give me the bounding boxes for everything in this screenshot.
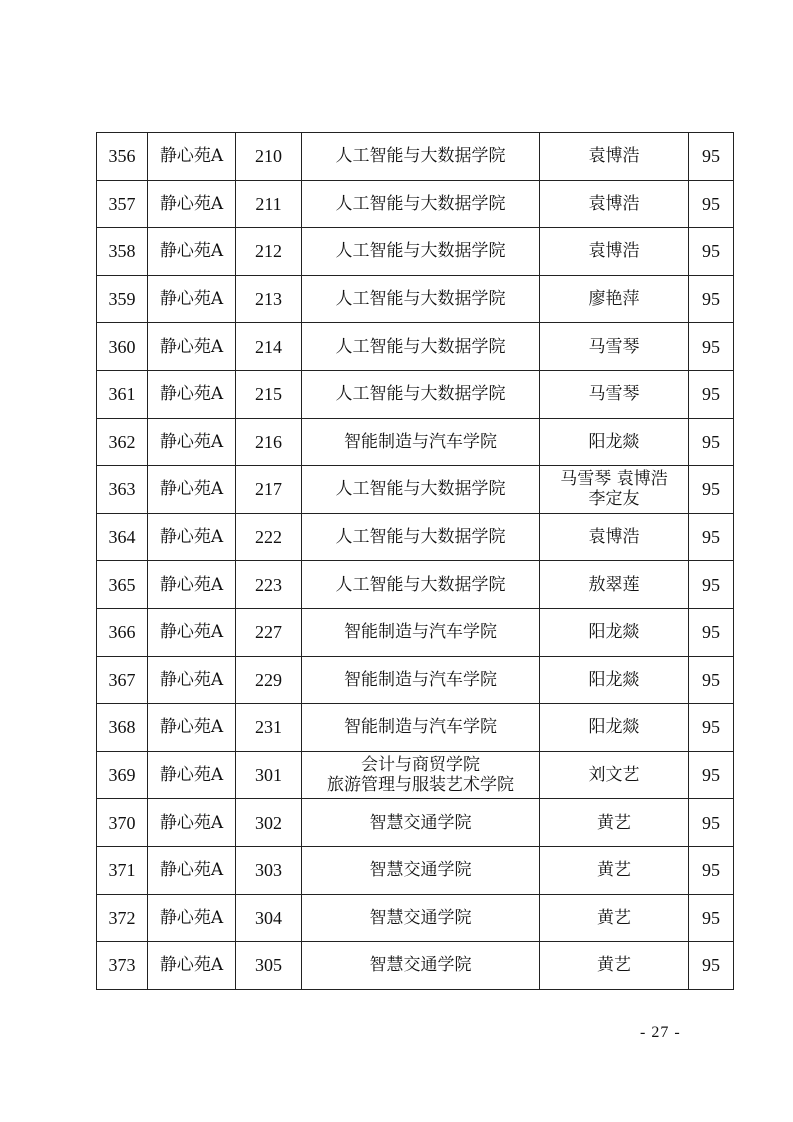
table-row bbox=[97, 418, 734, 466]
cell-college bbox=[302, 466, 540, 514]
cell-building-text: 静心苑A bbox=[159, 431, 224, 452]
cell-room bbox=[236, 942, 302, 990]
cell-building bbox=[148, 751, 236, 799]
cell-score bbox=[689, 846, 734, 894]
cell-person-text: 黄艺 bbox=[597, 907, 631, 928]
cell-college bbox=[302, 942, 540, 990]
cell-score bbox=[689, 656, 734, 704]
cell-room-text: 302 bbox=[255, 812, 282, 833]
cell-room-text: 227 bbox=[255, 622, 282, 643]
cell-college-text: 人工智能与大数据学院 bbox=[335, 384, 506, 405]
cell-college bbox=[302, 704, 540, 752]
cell-person-text: 黄艺 bbox=[597, 812, 631, 833]
cell-person bbox=[540, 751, 689, 799]
cell-building bbox=[148, 370, 236, 418]
cell-room bbox=[236, 608, 302, 656]
cell-score bbox=[689, 608, 734, 656]
cell-room bbox=[236, 228, 302, 276]
cell-college bbox=[302, 751, 540, 799]
cell-building-text: 静心苑A bbox=[159, 289, 224, 310]
cell-college bbox=[302, 799, 540, 847]
cell-person bbox=[540, 275, 689, 323]
cell-room bbox=[236, 894, 302, 942]
cell-person bbox=[540, 894, 689, 942]
cell-building bbox=[148, 228, 236, 276]
cell-number bbox=[97, 180, 148, 228]
table-row bbox=[97, 180, 734, 228]
table-row bbox=[97, 370, 734, 418]
cell-college bbox=[302, 323, 540, 371]
cell-building-text: 静心苑A bbox=[159, 336, 224, 357]
cell-college bbox=[302, 228, 540, 276]
cell-number bbox=[97, 370, 148, 418]
cell-room-text: 231 bbox=[255, 717, 282, 738]
cell-score-text: 95 bbox=[702, 431, 720, 452]
cell-number-text: 368 bbox=[108, 717, 136, 738]
cell-room bbox=[236, 180, 302, 228]
cell-room bbox=[236, 370, 302, 418]
cell-college-text: 人工智能与大数据学院 bbox=[335, 479, 506, 500]
cell-person-text: 袁博浩 bbox=[588, 146, 640, 167]
cell-building-text: 静心苑A bbox=[159, 146, 224, 167]
cell-person bbox=[540, 561, 689, 609]
cell-number bbox=[97, 656, 148, 704]
cell-building bbox=[148, 656, 236, 704]
cell-college bbox=[302, 133, 540, 181]
cell-college-text: 会计与商贸学院 bbox=[361, 755, 480, 776]
cell-college-text: 智能制造与汽车学院 bbox=[344, 431, 497, 452]
cell-number bbox=[97, 323, 148, 371]
table-row bbox=[97, 133, 734, 181]
cell-college-text: 人工智能与大数据学院 bbox=[335, 146, 506, 167]
table-row bbox=[97, 656, 734, 704]
cell-score-text: 95 bbox=[702, 765, 720, 786]
cell-room bbox=[236, 418, 302, 466]
cell-person-text: 黄艺 bbox=[597, 860, 631, 881]
dormitory-score-table-container bbox=[96, 132, 734, 990]
cell-score-text: 95 bbox=[702, 336, 720, 357]
table-row bbox=[97, 846, 734, 894]
cell-number-text: 360 bbox=[108, 336, 136, 357]
cell-number bbox=[97, 894, 148, 942]
cell-building bbox=[148, 180, 236, 228]
cell-room bbox=[236, 513, 302, 561]
table-row bbox=[97, 228, 734, 276]
cell-building bbox=[148, 323, 236, 371]
cell-room bbox=[236, 323, 302, 371]
cell-score bbox=[689, 418, 734, 466]
cell-building bbox=[148, 466, 236, 514]
cell-number bbox=[97, 561, 148, 609]
cell-score-text: 95 bbox=[702, 527, 720, 548]
cell-score-text: 95 bbox=[702, 622, 720, 643]
cell-building-text: 静心苑A bbox=[159, 574, 224, 595]
cell-score-text: 95 bbox=[702, 384, 720, 405]
cell-college-text: 人工智能与大数据学院 bbox=[335, 527, 506, 548]
cell-person-text: 阳龙燚 bbox=[588, 431, 640, 452]
cell-person-text: 廖艳萍 bbox=[588, 289, 640, 310]
cell-college-text-line2: 旅游管理与服装艺术学院 bbox=[327, 775, 514, 796]
cell-room-text: 215 bbox=[255, 384, 282, 405]
cell-room-text: 301 bbox=[255, 765, 282, 786]
cell-score bbox=[689, 751, 734, 799]
table-row bbox=[97, 323, 734, 371]
cell-college bbox=[302, 656, 540, 704]
cell-score bbox=[689, 275, 734, 323]
cell-person bbox=[540, 846, 689, 894]
cell-building bbox=[148, 275, 236, 323]
cell-person-text: 马雪琴 袁博浩 bbox=[560, 469, 668, 490]
cell-person bbox=[540, 418, 689, 466]
cell-room bbox=[236, 275, 302, 323]
cell-number bbox=[97, 942, 148, 990]
cell-number-text: 362 bbox=[108, 431, 136, 452]
cell-room bbox=[236, 704, 302, 752]
cell-room-text: 222 bbox=[255, 527, 282, 548]
cell-score bbox=[689, 180, 734, 228]
cell-building-text: 静心苑A bbox=[159, 765, 224, 786]
cell-person-text-line2: 李定友 bbox=[588, 489, 640, 510]
cell-room-text: 216 bbox=[255, 431, 282, 452]
cell-score bbox=[689, 466, 734, 514]
cell-person-text: 马雪琴 bbox=[588, 336, 640, 357]
cell-room bbox=[236, 656, 302, 704]
cell-building bbox=[148, 704, 236, 752]
cell-room-text: 304 bbox=[255, 907, 282, 928]
cell-person-text: 阳龙燚 bbox=[588, 669, 640, 690]
table-row bbox=[97, 608, 734, 656]
cell-building-text: 静心苑A bbox=[159, 669, 224, 690]
cell-score bbox=[689, 323, 734, 371]
cell-person-text: 刘文艺 bbox=[588, 765, 640, 786]
cell-number-text: 358 bbox=[108, 241, 136, 262]
cell-room-text: 229 bbox=[255, 669, 282, 690]
cell-person bbox=[540, 704, 689, 752]
cell-person bbox=[540, 656, 689, 704]
cell-number-text: 373 bbox=[108, 955, 136, 976]
cell-number-text: 361 bbox=[108, 384, 136, 405]
cell-person-text: 袁博浩 bbox=[588, 241, 640, 262]
cell-person bbox=[540, 608, 689, 656]
table-row bbox=[97, 751, 734, 799]
cell-score-text: 95 bbox=[702, 289, 720, 310]
cell-college bbox=[302, 513, 540, 561]
cell-number-text: 371 bbox=[108, 860, 136, 881]
cell-number-text: 357 bbox=[108, 193, 136, 214]
cell-number-text: 372 bbox=[108, 907, 136, 928]
cell-score bbox=[689, 894, 734, 942]
cell-college bbox=[302, 418, 540, 466]
cell-room-text: 217 bbox=[255, 479, 282, 500]
cell-number bbox=[97, 418, 148, 466]
cell-person bbox=[540, 133, 689, 181]
cell-building-text: 静心苑A bbox=[159, 527, 224, 548]
cell-score-text: 95 bbox=[702, 193, 720, 214]
cell-room bbox=[236, 751, 302, 799]
cell-college bbox=[302, 370, 540, 418]
cell-room bbox=[236, 799, 302, 847]
cell-person-text: 阳龙燚 bbox=[588, 717, 640, 738]
cell-college bbox=[302, 275, 540, 323]
cell-person-text: 敖翠莲 bbox=[588, 574, 640, 595]
table-body bbox=[97, 133, 734, 990]
cell-building-text: 静心苑A bbox=[159, 717, 224, 738]
cell-college-text: 智能制造与汽车学院 bbox=[344, 622, 497, 643]
cell-score bbox=[689, 133, 734, 181]
cell-building-text: 静心苑A bbox=[159, 907, 224, 928]
cell-score-text: 95 bbox=[702, 717, 720, 738]
cell-college-text: 智慧交通学院 bbox=[369, 812, 472, 833]
cell-college bbox=[302, 846, 540, 894]
cell-score bbox=[689, 561, 734, 609]
cell-building-text: 静心苑A bbox=[159, 241, 224, 262]
table-row bbox=[97, 513, 734, 561]
cell-score-text: 95 bbox=[702, 241, 720, 262]
cell-score-text: 95 bbox=[702, 669, 720, 690]
cell-number-text: 364 bbox=[108, 527, 136, 548]
cell-person bbox=[540, 323, 689, 371]
cell-person-text: 马雪琴 bbox=[588, 384, 640, 405]
cell-room-text: 303 bbox=[255, 860, 282, 881]
table-row bbox=[97, 942, 734, 990]
cell-score bbox=[689, 799, 734, 847]
cell-building bbox=[148, 418, 236, 466]
cell-number bbox=[97, 608, 148, 656]
cell-building bbox=[148, 894, 236, 942]
cell-score bbox=[689, 513, 734, 561]
cell-room bbox=[236, 561, 302, 609]
cell-building-text: 静心苑A bbox=[159, 860, 224, 881]
cell-score bbox=[689, 370, 734, 418]
cell-number-text: 356 bbox=[108, 146, 136, 167]
cell-number-text: 365 bbox=[108, 574, 136, 595]
cell-college bbox=[302, 608, 540, 656]
table-row bbox=[97, 894, 734, 942]
cell-number bbox=[97, 799, 148, 847]
cell-number bbox=[97, 275, 148, 323]
cell-building-text: 静心苑A bbox=[159, 193, 224, 214]
cell-college-text: 人工智能与大数据学院 bbox=[335, 193, 506, 214]
cell-person-text: 阳龙燚 bbox=[588, 622, 640, 643]
cell-score bbox=[689, 228, 734, 276]
cell-person bbox=[540, 942, 689, 990]
cell-number-text: 366 bbox=[108, 622, 136, 643]
cell-building bbox=[148, 846, 236, 894]
cell-college-text: 人工智能与大数据学院 bbox=[335, 289, 506, 310]
cell-building-text: 静心苑A bbox=[159, 812, 224, 833]
cell-person bbox=[540, 513, 689, 561]
cell-room-text: 211 bbox=[255, 193, 282, 214]
cell-college-text: 智慧交通学院 bbox=[369, 860, 472, 881]
cell-college-text: 智能制造与汽车学院 bbox=[344, 717, 497, 738]
cell-building bbox=[148, 561, 236, 609]
cell-person bbox=[540, 228, 689, 276]
cell-number-text: 359 bbox=[108, 289, 136, 310]
cell-score-text: 95 bbox=[702, 574, 720, 595]
cell-person bbox=[540, 180, 689, 228]
cell-number bbox=[97, 704, 148, 752]
cell-person bbox=[540, 466, 689, 514]
cell-score-text: 95 bbox=[702, 146, 720, 167]
cell-college-text: 智慧交通学院 bbox=[369, 955, 472, 976]
table-row bbox=[97, 799, 734, 847]
cell-room-text: 305 bbox=[255, 955, 282, 976]
cell-college-text: 人工智能与大数据学院 bbox=[335, 241, 506, 262]
cell-number bbox=[97, 751, 148, 799]
cell-number bbox=[97, 228, 148, 276]
table-row bbox=[97, 704, 734, 752]
cell-person bbox=[540, 799, 689, 847]
cell-room-text: 223 bbox=[255, 574, 282, 595]
cell-building bbox=[148, 133, 236, 181]
cell-number bbox=[97, 513, 148, 561]
cell-room bbox=[236, 466, 302, 514]
cell-college-text: 人工智能与大数据学院 bbox=[335, 336, 506, 357]
cell-building bbox=[148, 608, 236, 656]
cell-building bbox=[148, 942, 236, 990]
cell-number bbox=[97, 846, 148, 894]
cell-number-text: 367 bbox=[108, 669, 136, 690]
table-row bbox=[97, 561, 734, 609]
cell-building-text: 静心苑A bbox=[159, 622, 224, 643]
cell-building bbox=[148, 513, 236, 561]
cell-person bbox=[540, 370, 689, 418]
dormitory-score-table bbox=[96, 132, 734, 990]
cell-building-text: 静心苑A bbox=[159, 479, 224, 500]
cell-room-text: 213 bbox=[255, 289, 282, 310]
cell-college-text: 智能制造与汽车学院 bbox=[344, 669, 497, 690]
cell-room bbox=[236, 133, 302, 181]
cell-room-text: 214 bbox=[255, 336, 282, 357]
cell-person-text: 袁博浩 bbox=[588, 527, 640, 548]
cell-room-text: 210 bbox=[255, 146, 282, 167]
cell-number bbox=[97, 466, 148, 514]
cell-room-text: 212 bbox=[255, 241, 282, 262]
cell-score bbox=[689, 704, 734, 752]
cell-college bbox=[302, 561, 540, 609]
page-number: - 27 - bbox=[640, 1024, 681, 1041]
cell-number bbox=[97, 133, 148, 181]
cell-room bbox=[236, 846, 302, 894]
table-row bbox=[97, 275, 734, 323]
cell-score-text: 95 bbox=[702, 907, 720, 928]
cell-score-text: 95 bbox=[702, 955, 720, 976]
cell-college bbox=[302, 180, 540, 228]
cell-number-text: 363 bbox=[108, 479, 136, 500]
cell-person-text: 黄艺 bbox=[597, 955, 631, 976]
cell-number-text: 370 bbox=[108, 812, 136, 833]
cell-college-text: 人工智能与大数据学院 bbox=[335, 574, 506, 595]
cell-college-text: 智慧交通学院 bbox=[369, 907, 472, 928]
cell-score bbox=[689, 942, 734, 990]
cell-score-text: 95 bbox=[702, 812, 720, 833]
cell-score-text: 95 bbox=[702, 479, 720, 500]
cell-building-text: 静心苑A bbox=[159, 384, 224, 405]
cell-building-text: 静心苑A bbox=[159, 955, 224, 976]
cell-score-text: 95 bbox=[702, 860, 720, 881]
cell-person-text: 袁博浩 bbox=[588, 193, 640, 214]
cell-number-text: 369 bbox=[108, 765, 136, 786]
cell-college bbox=[302, 894, 540, 942]
table-row bbox=[97, 466, 734, 514]
cell-building bbox=[148, 799, 236, 847]
